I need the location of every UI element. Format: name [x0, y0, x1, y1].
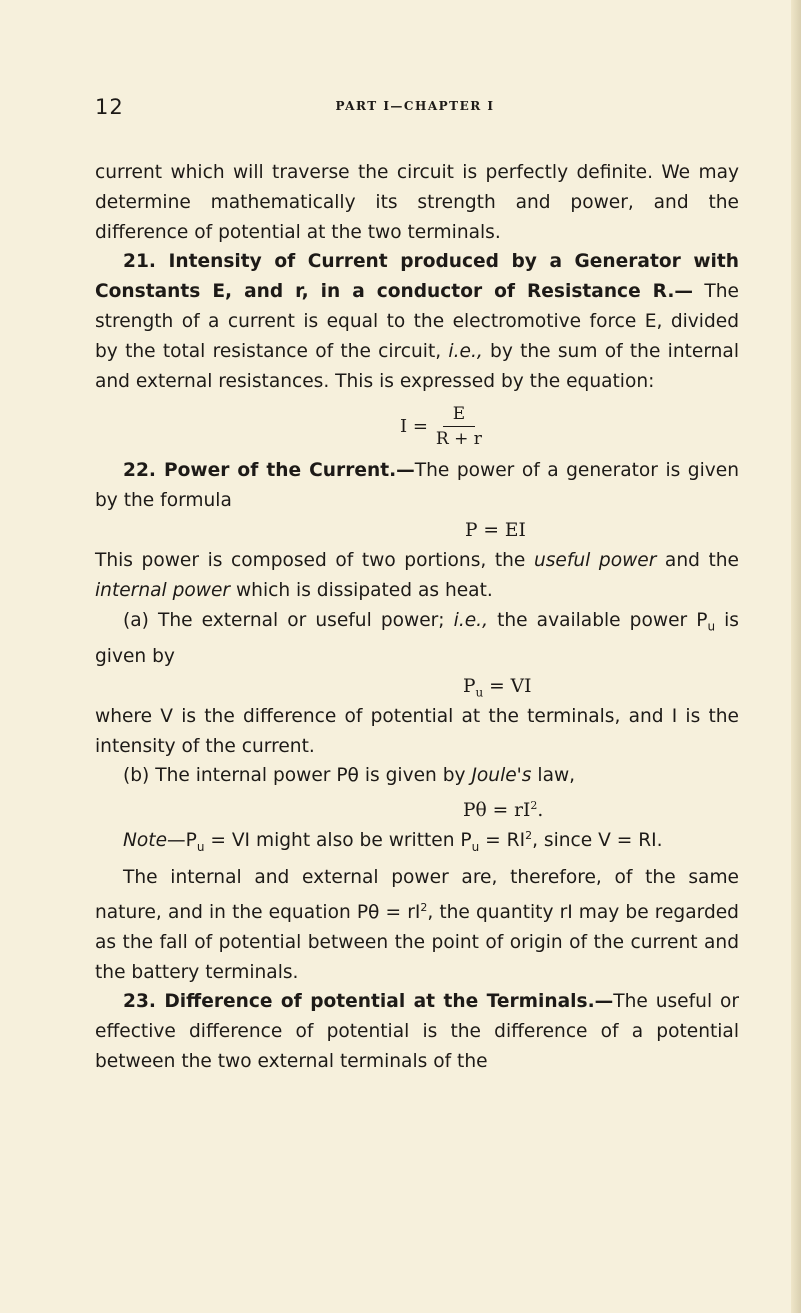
- running-head: PART I—CHAPTER I: [335, 99, 495, 113]
- equation-power: P = EI: [465, 519, 526, 541]
- page-edge: [791, 0, 801, 1313]
- paragraph-continuation: current which will traverse the circuit is perfectly definite. We may determine mathematically its strength and power, and the difference of potential at the two terminals.: [95, 162, 739, 243]
- paragraph-b: (b) The internal power Pθ is given by Joule's law,: [123, 765, 576, 787]
- section-21: 21. Intensity of Current produced by a Generator with Constants E, and r, in a conductor of Resistance R.— The strength of a current is equal to the electromotive force E, divided by the total resistance of the circuit, i.e., by the sum of the internal and external resistances. This is expressed by the equation:: [95, 251, 739, 392]
- equation-useful-power: $P_u$ = VI: [463, 675, 532, 700]
- paragraph-internal-external: The internal and external power are, therefore, of the same nature, and in the equation $P\theta = rI^2$, the quantity rI may be regarded as the fall of potential between the point of origin of the current and the battery terminals.: [95, 866, 739, 983]
- page-number: 12: [95, 95, 124, 119]
- fraction: $\frac{E}{R + r}$: [435, 404, 482, 450]
- equation-current: I = $\frac{E}{R + r}$: [400, 404, 482, 450]
- section-23: 23. Difference of potential at the Terminals.—The useful or effective difference of potential is the difference of a potential between the two external terminals of the: [95, 991, 739, 1072]
- section-22-heading: 22. Power of the Current.—: [123, 460, 415, 482]
- paragraph-a: (a) The external or useful power; i.e., the available power $P_u$ is given by: [95, 609, 739, 668]
- section-21-heading: 21. Intensity of Current produced by a Generator with Constants E, and r, in a conductor of Resistance R.—: [95, 251, 739, 303]
- section-23-heading: 23. Difference of potential at the Terminals.—: [123, 991, 614, 1013]
- section-22: 22. Power of the Current.—The power of a generator is given by the formula: [95, 460, 739, 512]
- paragraph-note: $Note—P_u$ = VI might also be written $P_u = RI^2$, since V = RI.: [123, 829, 663, 855]
- equation-internal-power: $P\theta = rI^2$.: [463, 799, 544, 822]
- page-header: [95, 95, 735, 125]
- paragraph-power-portions: This power is composed of two portions, the useful power and the internal power which is dissipated as heat.: [95, 549, 739, 601]
- page-body: [95, 158, 739, 1077]
- paragraph-where: where V is the difference of potential at the terminals, and I is the intensity of the current.: [95, 705, 739, 757]
